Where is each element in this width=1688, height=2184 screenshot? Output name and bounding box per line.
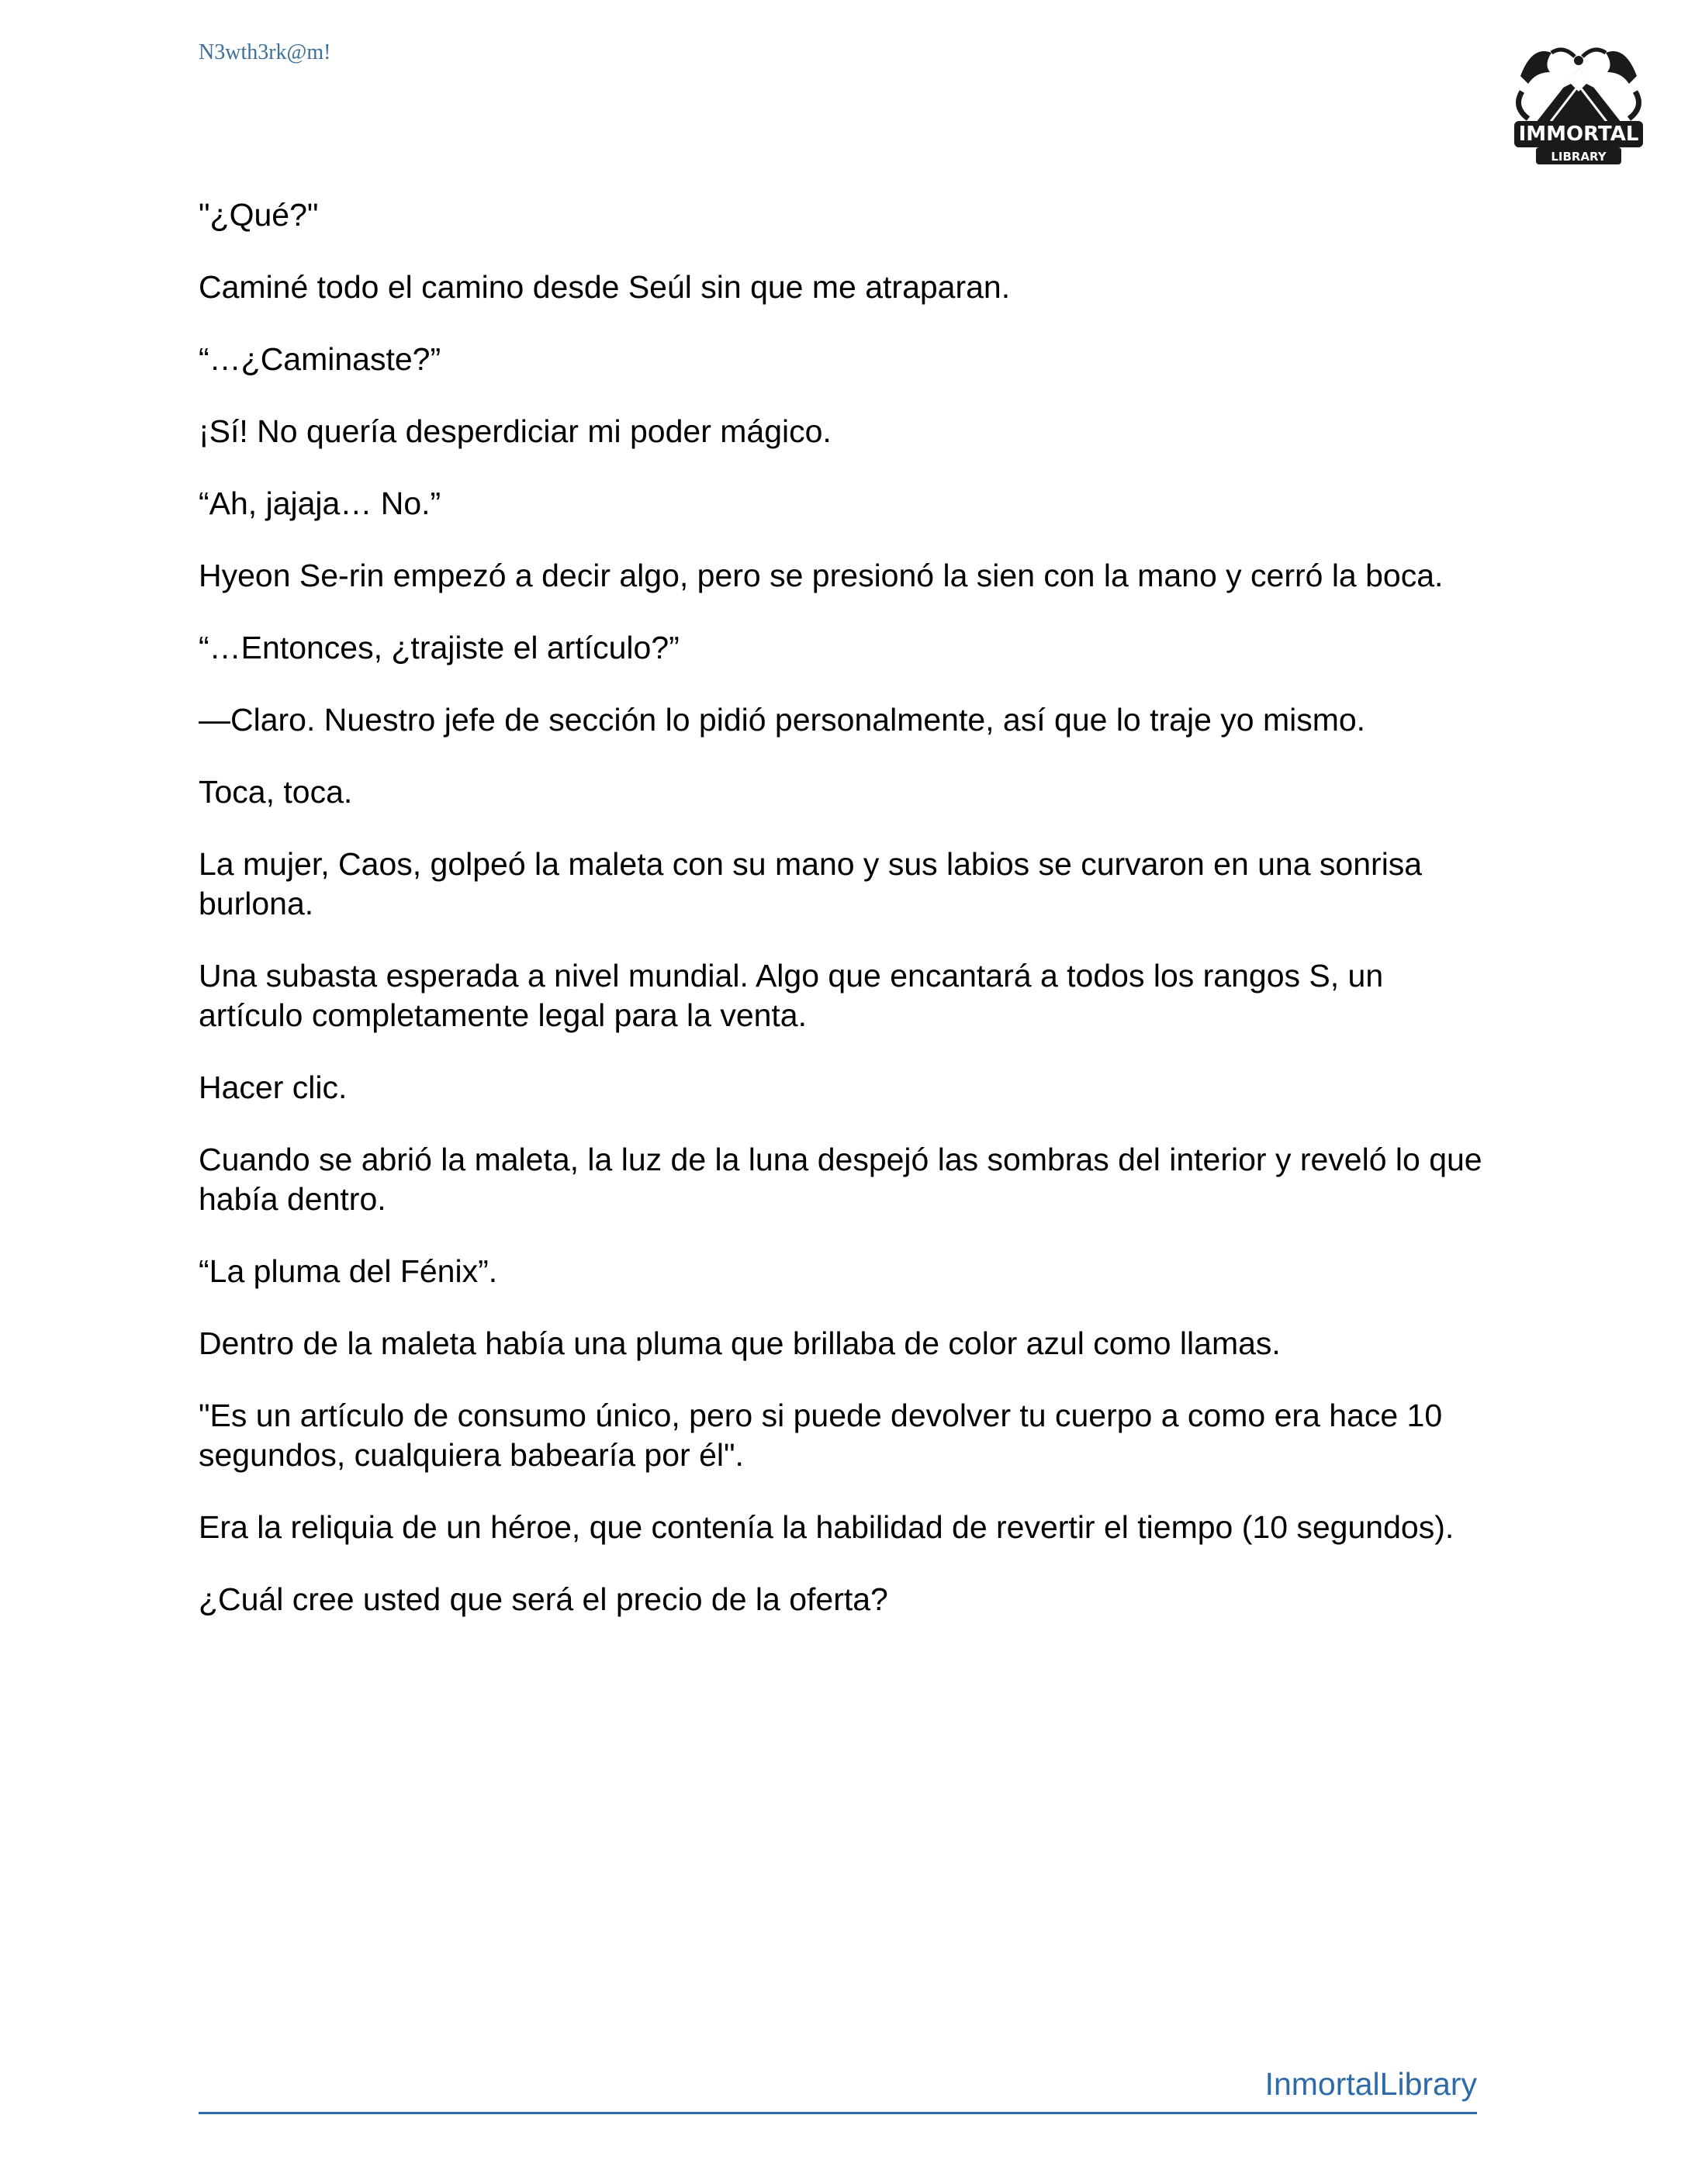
paragraph: Cuando se abrió la maleta, la luz de la luna despejó las sombras del interior y reveló lo que había dentro. xyxy=(199,1142,1482,1217)
footer-divider xyxy=(199,2112,1477,2114)
paragraph: "Es un artículo de consumo único, pero si puede devolver tu cuerpo a como era hace 10 segundos, cualquiera babearía por él". xyxy=(199,1398,1443,1473)
paragraph: Caminé todo el camino desde Seúl sin que me atraparan. xyxy=(199,269,1011,305)
paragraph: “Ah, jajaja… No.” xyxy=(199,486,441,521)
paragraph: ¿Cuál cree usted que será el precio de la oferta? xyxy=(199,1581,888,1617)
paragraph: La mujer, Caos, golpeó la maleta con su mano y sus labios se curvaron en una sonrisa burlona. xyxy=(199,846,1423,921)
header-watermark-text: N3wth3rk@m! xyxy=(199,40,331,64)
immortal-library-logo xyxy=(1505,29,1652,169)
paragraph: “…¿Caminaste?” xyxy=(199,341,441,377)
paragraph: Dentro de la maleta había una pluma que brillaba de color azul como llamas. xyxy=(199,1325,1281,1361)
paragraph: Una subasta esperada a nivel mundial. Algo que encantará a todos los rangos S, un artículo completamente legal para la venta. xyxy=(199,958,1384,1033)
document-body xyxy=(199,195,1486,1652)
paragraph: ¡Sí! No quería desperdiciar mi poder mágico. xyxy=(199,413,832,449)
logo-text-bottom: LIBRARY xyxy=(1551,150,1607,164)
footer-library-link[interactable]: InmortalLibrary xyxy=(1264,2066,1477,2102)
logo-text-top: IMMORTAL xyxy=(1518,123,1639,146)
paragraph: Hyeon Se-rin empezó a decir algo, pero se presionó la sien con la mano y cerró la boca. xyxy=(199,558,1444,593)
paragraph: Era la reliquia de un héroe, que contenía la habilidad de revertir el tiempo (10 segundos). xyxy=(199,1509,1455,1545)
paragraph: “…Entonces, ¿trajiste el artículo?” xyxy=(199,630,680,665)
paragraph: “La pluma del Fénix”. xyxy=(199,1253,498,1289)
paragraph: Toca, toca. xyxy=(199,774,353,810)
paragraph: —Claro. Nuestro jefe de sección lo pidió personalmente, así que lo traje yo mismo. xyxy=(199,702,1366,738)
paragraph: Hacer clic. xyxy=(199,1070,348,1105)
paragraph: "¿Qué?" xyxy=(199,197,319,233)
